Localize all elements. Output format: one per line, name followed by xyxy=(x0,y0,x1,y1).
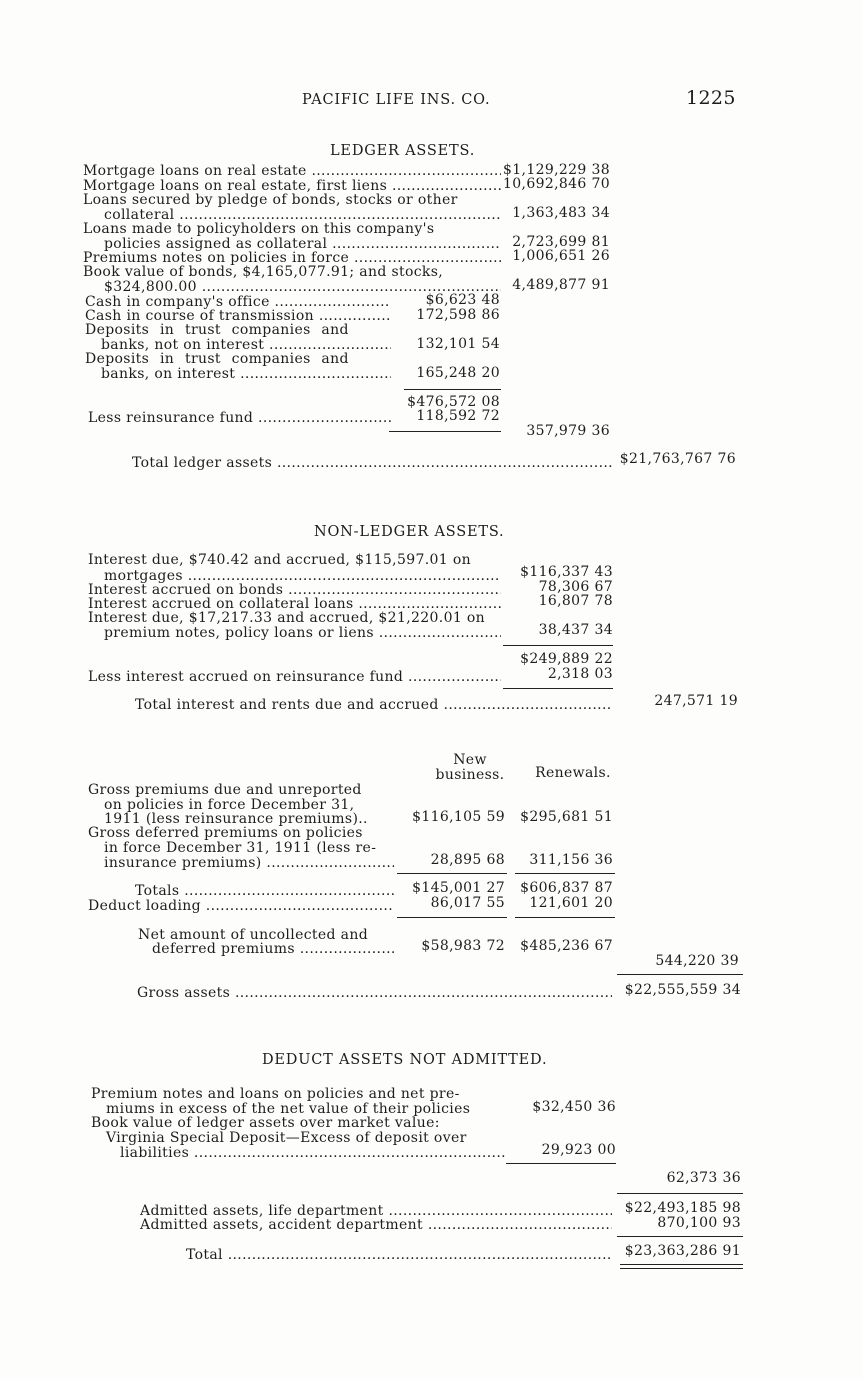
ledger-item-label: Mortgage loans on real estate ..... xyxy=(83,164,501,179)
premium-row-label: in force December 31, 1911 (less re- xyxy=(104,840,377,856)
ledger-item-value: 2,723,699 81 xyxy=(512,234,610,250)
grand-total-label: Total ..... xyxy=(186,1248,612,1263)
grand-total-value: $23,363,286 91 xyxy=(624,1243,741,1259)
total-interest-value: 247,571 19 xyxy=(654,693,738,709)
ledger-item-label: Premiums notes on policies in force ..... xyxy=(83,251,501,266)
ledger-item-value: 4,489,877 91 xyxy=(512,277,610,293)
nonledger-item-value: $116,337 43 xyxy=(520,564,613,580)
deduct-loading-renewal: 121,601 20 xyxy=(529,895,613,911)
gross-assets-label: Gross assets ..... xyxy=(137,986,612,1001)
premium-renewal-value: $295,681 51 xyxy=(520,809,613,825)
nonledger-item-value: 16,807 78 xyxy=(538,593,613,609)
ledger-item-label: collateral ..... xyxy=(104,208,501,223)
totals-label: Totals ..... xyxy=(135,884,394,899)
page-number: 1225 xyxy=(686,87,736,109)
total-ledger-value: $21,763,767 76 xyxy=(619,451,736,467)
totals-new-value: $145,001 27 xyxy=(412,880,505,896)
nonledger-item-value: 78,306 67 xyxy=(538,579,613,595)
net-total-value: 544,220 39 xyxy=(655,953,739,969)
nonledger-subtotal: $249,889 22 xyxy=(520,651,613,667)
cash-item-label: Cash in course of transmission ..... xyxy=(85,309,391,324)
deduct-item-label: Book value of ledger assets over market value: xyxy=(91,1115,440,1131)
cash-item-label: Deposits in trust companies and xyxy=(85,322,349,338)
double-rule xyxy=(620,1264,743,1265)
divider xyxy=(503,688,613,689)
premium-row-label: 1911 (less reinsurance premiums).. xyxy=(104,811,368,827)
section-heading-ledger: LEDGER ASSETS. xyxy=(330,143,476,159)
deduct-total-value: 62,373 36 xyxy=(666,1170,741,1186)
nonledger-item-label: Interest due, $740.42 and accrued, $115,597.01 on xyxy=(88,552,471,568)
nonledger-item-label: Interest due, $17,217.33 and accrued, $21,220.01 on xyxy=(88,610,486,626)
divider xyxy=(515,917,615,918)
ledger-item-value: 1,363,483 34 xyxy=(512,205,610,221)
section-heading-nonledger: NON-LEDGER ASSETS. xyxy=(314,524,505,540)
ledger-item-label: Loans made to policyholders on this company's xyxy=(83,221,435,237)
cash-item-label: banks, not on interest ..... xyxy=(101,338,391,353)
net-uncollected-label: deferred premiums ..... xyxy=(152,942,394,957)
ledger-item-label: Book value of bonds, $4,165,077.91; and stocks, xyxy=(83,264,444,280)
nonledger-item-label: mortgages ..... xyxy=(104,569,501,584)
less-reinsurance-value: 118,592 72 xyxy=(416,408,500,424)
less-reinsurance-label: Less reinsurance fund ..... xyxy=(88,411,391,426)
cash-item-label: Cash in company's office ..... xyxy=(85,295,391,310)
deduct-loading-new: 86,017 55 xyxy=(430,895,505,911)
totals-renewal-value: $606,837 87 xyxy=(520,880,613,896)
net-uncollected-label: Net amount of uncollected and xyxy=(138,927,369,943)
deduct-item-value: 29,923 00 xyxy=(541,1142,616,1158)
section-heading-deduct: DEDUCT ASSETS NOT ADMITTED. xyxy=(262,1052,548,1068)
ledger-item-value: 10,692,846 70 xyxy=(503,176,610,192)
cash-item-value: $6,623 48 xyxy=(425,292,500,308)
gross-assets-value: $22,555,559 34 xyxy=(624,982,741,998)
divider xyxy=(515,873,615,874)
cash-item-label: banks, on interest ..... xyxy=(101,367,391,382)
divider xyxy=(617,1193,743,1194)
ledger-item-label: Loans secured by pledge of bonds, stocks or other xyxy=(83,192,458,208)
deduct-loading-label: Deduct loading ..... xyxy=(88,899,394,914)
nonledger-item-value: 38,437 34 xyxy=(538,622,613,638)
ledger-item-label: $324,800.00 ..... xyxy=(104,280,501,295)
premium-new-value: 28,895 68 xyxy=(430,852,505,868)
deduct-item-label: Virginia Special Deposit—Excess of deposit over xyxy=(106,1130,467,1146)
ledger-item-label: Mortgage loans on real estate, first liens ..... xyxy=(83,179,501,194)
cash-item-label: Deposits in trust companies and xyxy=(85,351,349,367)
premium-row-label: Gross premiums due and unreported xyxy=(88,782,362,798)
nonledger-item-label: Interest accrued on collateral loans ..... xyxy=(88,597,501,612)
column-header-renewals: Renewals. xyxy=(535,765,611,781)
nonledger-item-label: premium notes, policy loans or liens ..... xyxy=(104,626,501,641)
deduct-item-label: liabilities ..... xyxy=(120,1146,506,1161)
less-interest-value: 2,318 03 xyxy=(547,666,613,682)
net-cash-value: 357,979 36 xyxy=(526,423,610,439)
cash-item-value: 165,248 20 xyxy=(416,365,500,381)
column-header-new: New xyxy=(453,752,487,768)
divider xyxy=(404,389,501,390)
double-rule xyxy=(620,1268,743,1269)
deduct-item-label: Premium notes and loans on policies and net pre- xyxy=(91,1086,460,1102)
divider xyxy=(503,645,613,646)
admitted-accident-value: 870,100 93 xyxy=(657,1215,741,1231)
divider xyxy=(397,917,507,918)
cash-item-value: 172,598 86 xyxy=(416,307,500,323)
divider xyxy=(617,1236,743,1237)
ledger-item-value: 1,006,651 26 xyxy=(512,248,610,264)
net-renewal-value: $485,236 67 xyxy=(520,938,613,954)
net-new-value: $58,983 72 xyxy=(421,938,505,954)
premium-row-label: insurance premiums) ..... xyxy=(104,856,394,871)
ledger-item-value: $1,129,229 38 xyxy=(503,162,610,178)
cash-item-value: 132,101 54 xyxy=(416,336,500,352)
admitted-life-value: $22,493,185 98 xyxy=(624,1200,741,1216)
deduct-item-label: miums in excess of the net value of their policies xyxy=(106,1101,471,1117)
divider xyxy=(506,1163,616,1164)
deduct-item-value: $32,450 36 xyxy=(532,1099,616,1115)
admitted-life-label: Admitted assets, life department ..... xyxy=(140,1204,612,1219)
nonledger-item-label: Interest accrued on bonds ..... xyxy=(88,583,501,598)
page-title: PACIFIC LIFE INS. CO. xyxy=(302,92,491,108)
admitted-accident-label: Admitted assets, accident department ..... xyxy=(140,1218,612,1233)
divider xyxy=(617,974,743,975)
premium-row-label: Gross deferred premiums on policies xyxy=(88,825,363,841)
column-header-new: business. xyxy=(435,767,505,783)
total-ledger-label: Total ledger assets ..... xyxy=(132,456,612,471)
divider xyxy=(397,873,507,874)
ledger-item-label: policies assigned as collateral ..... xyxy=(104,237,501,252)
premium-row-label: on policies in force December 31, xyxy=(104,797,355,813)
less-interest-label: Less interest accrued on reinsurance fund ..... xyxy=(88,670,501,685)
total-interest-label: Total interest and rents due and accrued ..... xyxy=(135,698,612,713)
divider xyxy=(389,431,501,432)
premium-renewal-value: 311,156 36 xyxy=(529,852,613,868)
premium-new-value: $116,105 59 xyxy=(412,809,505,825)
cash-subtotal: $476,572 08 xyxy=(407,394,500,410)
